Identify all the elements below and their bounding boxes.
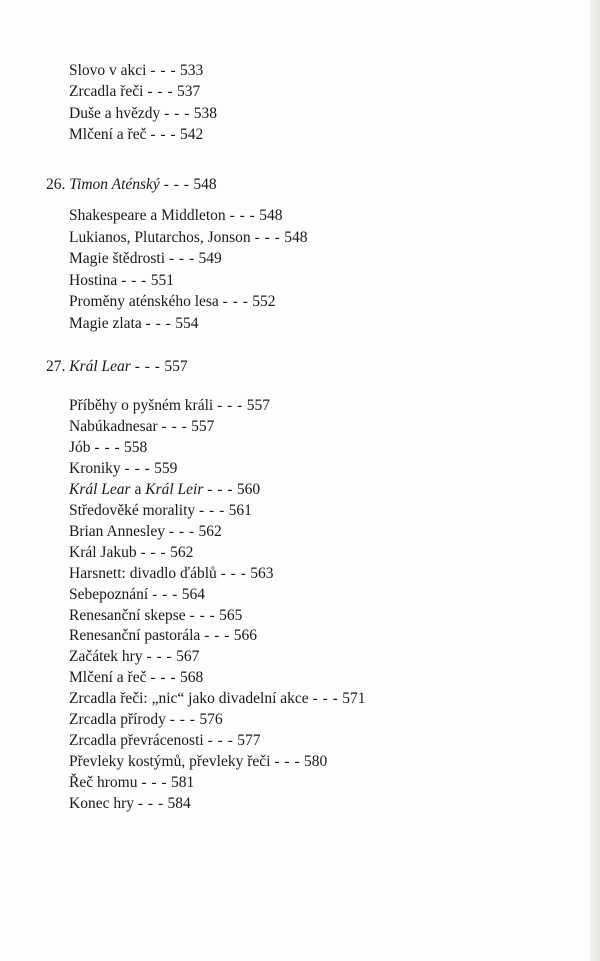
entry-title: Příběhy o pyšném králi (69, 397, 214, 414)
toc-entry (69, 460, 177, 478)
toc-entry (69, 272, 174, 290)
entry-title: Brian Annesley (69, 522, 165, 540)
leader-dashes: - - - (274, 753, 301, 771)
entry-title: Kroniky (69, 459, 121, 477)
toc-entry (69, 795, 191, 813)
leader-dashes: - - - (163, 176, 190, 193)
toc-entry (69, 523, 222, 541)
toc-entry (69, 544, 193, 562)
chapter-page-number: 557 (164, 358, 188, 375)
leader-dashes: - - - (152, 585, 178, 603)
entry-page-number: 580 (303, 753, 328, 771)
toc-entry (69, 207, 282, 225)
leader-dashes: - - - (164, 104, 190, 122)
chapter-number: 26. (46, 176, 66, 193)
entry-page-number: 571 (342, 690, 366, 708)
entry-page-number: 548 (284, 228, 308, 246)
entry-page-number: 559 (154, 459, 178, 477)
toc-entry (69, 315, 198, 333)
entry-title: Renesanční pastorála (69, 627, 201, 645)
toc-entry (69, 293, 276, 311)
leader-dashes: - - - (141, 774, 168, 792)
leader-dashes: - - - (207, 732, 234, 750)
leader-dashes: - - - (168, 250, 195, 267)
entry-page-number: 577 (237, 732, 261, 750)
entry-title: Duše a hvězdy (69, 104, 161, 122)
entry-page-number: 554 (175, 314, 199, 332)
entry-page-number: 565 (219, 606, 243, 624)
entry-page-number: 564 (181, 585, 205, 603)
entry-page-number: 548 (259, 207, 283, 224)
entry-page-number: 563 (250, 564, 274, 582)
entry-page-number: 558 (124, 438, 148, 456)
leader-dashes: - - - (199, 501, 225, 519)
leader-dashes: - - - (150, 669, 177, 687)
entry-page-number: 562 (198, 522, 222, 540)
entry-title: Zrcadla převrácenosti (69, 732, 204, 750)
leader-dashes: - - - (254, 228, 281, 246)
entry-page-number: 533 (180, 62, 204, 79)
chapter-heading (46, 358, 188, 376)
leader-dashes: - - - (229, 207, 256, 224)
entry-page-number: 538 (193, 104, 217, 122)
entry-title: Slovo v akci (69, 62, 147, 79)
leader-dashes: - - - (168, 522, 195, 540)
chapter-number: 27. (46, 358, 66, 375)
entry-title: Magie štědrosti (69, 250, 165, 267)
entry-page-number: 566 (233, 627, 258, 645)
page-edge-shadow (590, 0, 600, 961)
chapter-title: Timon Aténský (69, 176, 160, 193)
toc-entry (69, 229, 307, 247)
chapter-title: Král Lear (69, 358, 131, 375)
toc-entry (69, 607, 242, 625)
leader-dashes: - - - (204, 627, 230, 645)
toc-entry (69, 502, 252, 520)
entry-title: Konec hry (69, 795, 134, 813)
toc-entry (69, 732, 260, 750)
leader-dashes: - - - (222, 293, 249, 310)
entry-title: Shakespeare a Middleton (69, 207, 226, 224)
leader-dashes: - - - (137, 795, 164, 813)
entry-page-number: 542 (179, 125, 204, 143)
entry-page-number: 567 (176, 648, 200, 666)
entry-title: Zrcadla řeči (69, 83, 144, 101)
toc-entry (69, 565, 274, 583)
toc-entry (69, 648, 199, 666)
toc-entry (69, 397, 270, 415)
toc-entry (69, 711, 223, 729)
leader-dashes: - - - (145, 314, 172, 332)
entry-title-italic: Král Lear (69, 480, 131, 498)
leader-dashes: - - - (94, 438, 121, 456)
entry-page-number: 560 (236, 480, 261, 498)
entry-title-connector: a (130, 480, 146, 498)
toc-entry (69, 586, 205, 604)
toc-entry (69, 627, 257, 645)
entry-page-number: 568 (179, 669, 204, 687)
entry-page-number: 561 (228, 501, 252, 519)
entry-title: Lukianos, Plutarchos, Jonson (69, 228, 251, 246)
leader-dashes: - - - (189, 606, 216, 624)
entry-title: Jób (69, 438, 91, 456)
toc-entry (69, 126, 203, 144)
toc-entry (69, 439, 147, 457)
entry-page-number: 562 (170, 543, 194, 561)
toc-entry (69, 105, 217, 123)
entry-page-number: 551 (150, 271, 174, 289)
entry-title: Řeč hromu (69, 774, 138, 792)
entry-title: Hostina (69, 271, 118, 289)
entry-title: Mlčení a řeč (69, 125, 147, 143)
entry-title: Nabúkadnesar (69, 417, 158, 435)
entry-title: Renesanční skepse (69, 606, 186, 624)
leader-dashes: - - - (161, 417, 188, 435)
toc-entry (69, 690, 365, 708)
entry-title: Mlčení a řeč (69, 669, 147, 687)
entry-page-number: 552 (252, 293, 276, 310)
entry-title: Král Jakub (69, 543, 137, 561)
toc-entry (69, 418, 214, 436)
toc-entry (69, 753, 327, 771)
entry-page-number: 576 (199, 711, 223, 729)
toc-entry (69, 62, 203, 80)
entry-page-number: 557 (246, 397, 270, 414)
leader-dashes: - - - (150, 125, 177, 143)
leader-dashes: - - - (312, 690, 339, 708)
entry-page-number: 537 (176, 83, 201, 101)
toc-entry (69, 83, 200, 101)
chapter-heading (46, 176, 217, 194)
entry-title: Magie zlata (69, 314, 142, 332)
entry-title: Proměny aténského lesa (69, 293, 219, 310)
entry-page-number: 557 (191, 417, 215, 435)
toc-entry (69, 481, 260, 499)
leader-dashes: - - - (146, 648, 173, 666)
entry-title: Začátek hry (69, 648, 143, 666)
leader-dashes: - - - (147, 83, 174, 101)
leader-dashes: - - - (169, 711, 196, 729)
entry-title: Harsnett: divadlo ďáblů (69, 564, 217, 582)
entry-title: Převleky kostýmů, převleky řeči (69, 753, 271, 771)
entry-title: Zrcadla řeči: „nic“ jako divadelní akce (69, 690, 309, 708)
toc-entry (69, 669, 203, 687)
toc-entry (69, 774, 194, 792)
leader-dashes: - - - (134, 358, 161, 375)
entry-page-number: 581 (170, 774, 195, 792)
leader-dashes: - - - (220, 564, 247, 582)
leader-dashes: - - - (124, 459, 151, 477)
entry-title: Zrcadla přírody (69, 711, 166, 729)
entry-title: Sebepoznání (69, 585, 149, 603)
toc-entry (69, 250, 222, 268)
chapter-page-number: 548 (193, 176, 217, 193)
entry-title-italic: Král Leir (145, 480, 204, 498)
leader-dashes: - - - (217, 397, 243, 414)
entry-page-number: 549 (198, 250, 222, 267)
leader-dashes: - - - (207, 480, 233, 498)
leader-dashes: - - - (140, 543, 167, 561)
entry-page-number: 584 (167, 795, 191, 813)
leader-dashes: - - - (121, 271, 147, 289)
entry-title: Středověké morality (69, 501, 196, 519)
leader-dashes: - - - (150, 62, 177, 79)
